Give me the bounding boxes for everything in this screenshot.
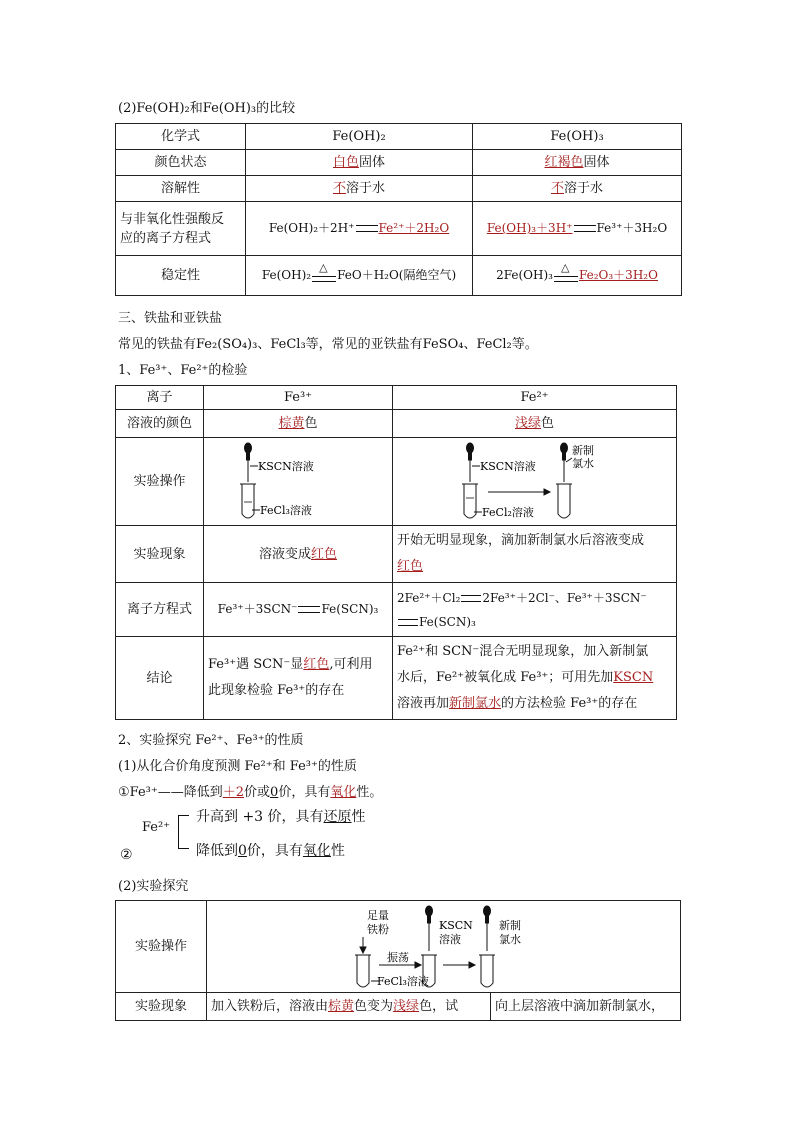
dropper-icon — [560, 443, 567, 482]
cell-fe3-color: 棕黄色 — [204, 410, 393, 438]
item-fe2-down: 降低到0价，具有氧化性 — [196, 843, 345, 859]
cell-feoh2-color: 白色固体 — [246, 150, 473, 176]
subheading-experiment: 2、实验探究 Fe²⁺、Fe³⁺的性质 — [118, 733, 304, 748]
cell-fe2-phenomenon: 开始无明显现象，滴加新制氯水后溶液变成 红色 — [393, 526, 677, 583]
fig-kscn-label-1: KSCN — [439, 918, 473, 932]
double-bond-equals — [461, 595, 481, 602]
experiment-diagram — [355, 903, 555, 991]
fig1-solution-label: FeCl₃溶液 — [260, 503, 312, 517]
cell-feoh2-solubility: 不溶于水 — [246, 176, 473, 202]
header-feoh3: Fe(OH)₃ — [473, 124, 682, 150]
experiment-table — [115, 900, 681, 1021]
row-label-stability: 稳定性 — [116, 256, 246, 296]
ion-test-table — [115, 385, 677, 720]
row-label-operation-2: 实验操作 — [116, 901, 207, 993]
cell-fe2-conclusion: Fe²⁺和 SCN⁻混合无明显现象，加入新制氯 水后，Fe²⁺被氧化成 Fe³⁺；可用先加KSCN 溶液再加新制氯水的方法检验 Fe³⁺的存在 — [393, 637, 677, 720]
header-fe3: Fe³⁺ — [204, 386, 393, 410]
double-bond-equals — [398, 619, 418, 626]
row-label-color: 颜色状态 — [116, 150, 246, 176]
item-fe2-ion: Fe²⁺ — [142, 820, 171, 835]
fig-solution-label: FeCl₃溶液 — [377, 974, 429, 988]
dropper-icon — [466, 443, 473, 482]
cell-fe3-equation: Fe³⁺＋3SCN⁻ Fe(SCN)₃ — [204, 583, 393, 637]
test-tube-icon — [462, 484, 478, 518]
item-fe2-num: ② — [120, 847, 133, 863]
down-arrow-icon — [360, 937, 366, 953]
arrow-icon — [488, 489, 550, 495]
fe2-test-diagram — [460, 440, 610, 524]
cell-fe2-operation — [393, 438, 677, 526]
subheading-experiment-explore: (2)实验探究 — [118, 879, 189, 894]
cell-feoh3-acid-eq: Fe(OH)₃＋3H⁺ Fe³⁺＋3H₂O — [473, 202, 682, 256]
dropper-icon — [484, 906, 491, 951]
item-fe2-up: 升高到 +3 价，具有还原性 — [196, 809, 366, 825]
heat-triangle-icon: △ — [554, 269, 578, 283]
test-tube-icon — [556, 484, 572, 518]
row-label-solubility: 溶解性 — [116, 176, 246, 202]
cell-feoh3-solubility: 不溶于水 — [473, 176, 682, 202]
header-fe2: Fe²⁺ — [393, 386, 677, 410]
row-label-conclusion: 结论 — [116, 637, 204, 720]
item-fe3-prediction: ①Fe³⁺——降低到＋2价或0价，具有氧化性。 — [118, 785, 383, 800]
cell-feoh3-color: 红褐色固体 — [473, 150, 682, 176]
fig-new-label-2: 氯水 — [499, 932, 521, 946]
fig-shake-label: 振荡 — [387, 950, 409, 964]
header-formula: 化学式 — [116, 124, 246, 150]
fig-kscn-label-2: 溶液 — [439, 932, 461, 946]
subheading-valence-prediction: (1)从化合价角度预测 Fe²⁺和 Fe³⁺的性质 — [118, 759, 357, 774]
fig2-solution-label: FeCl₂溶液 — [481, 505, 534, 519]
heat-triangle-icon: △ — [312, 269, 336, 283]
double-bond-equals — [574, 225, 596, 232]
paragraph-iron-salts: 常见的铁盐有Fe₂(SO₄)₃、FeCl₃等，常见的亚铁盐有FeSO₄、FeCl₂等。 — [118, 337, 538, 352]
cell-fe3-phenomenon: 溶液变成红色 — [204, 526, 393, 583]
arrow-icon — [443, 962, 475, 968]
header-feoh2: Fe(OH)₂ — [246, 124, 473, 150]
cell-feoh2-stability: Fe(OH)₂ △ FeO＋H₂O(隔绝空气) — [246, 256, 473, 296]
fig2-reagent-label: KSCN溶液 — [479, 459, 536, 473]
fig1-reagent-label: KSCN溶液 — [258, 459, 314, 473]
row-label-solution-color: 溶液的颜色 — [116, 410, 204, 438]
fig-iron-label-2: 铁粉 — [367, 922, 389, 936]
cell-fe3-operation — [204, 438, 393, 526]
section-heading-comparison: (2)Fe(OH)₂和Fe(OH)₃的比较 — [118, 101, 296, 116]
cell-phenomenon-chlorine: 向上层溶液中滴加新制氯水， — [491, 993, 681, 1021]
comparison-table — [115, 123, 682, 296]
row-label-operation: 实验操作 — [116, 438, 204, 526]
double-bond-equals — [356, 225, 378, 232]
double-bond-equals — [298, 606, 320, 613]
test-tube-icon — [240, 484, 256, 518]
row-label-phenomenon: 实验现象 — [116, 526, 204, 583]
cell-feoh3-stability: 2Fe(OH)₃ △ Fe₂O₃＋3H₂O — [473, 256, 682, 296]
section-heading-iron-salts: 三、铁盐和亚铁盐 — [118, 311, 223, 326]
test-tube-icon — [421, 955, 437, 987]
cell-fe2-equation: 2Fe²⁺＋Cl₂ 2Fe³⁺＋2Cl⁻、Fe³⁺＋3SCN⁻ Fe(SCN)₃ — [393, 583, 677, 637]
row-label-phenomenon-2: 实验现象 — [116, 993, 207, 1021]
row-label-equation: 离子方程式 — [116, 583, 204, 637]
cell-phenomenon-iron: 加入铁粉后，溶液由棕黄色变为浅绿色，试 — [207, 993, 491, 1021]
fe3-test-diagram — [238, 440, 358, 524]
cell-fe2-color: 浅绿色 — [393, 410, 677, 438]
row-label-acid: 与非氧化性强酸反 应的离子方程式 — [116, 202, 246, 256]
dropper-icon — [426, 906, 433, 951]
test-tube-icon — [355, 955, 371, 987]
test-tube-icon — [479, 955, 495, 987]
dropper-icon — [245, 443, 252, 482]
subheading-ion-test: 1、Fe³⁺、Fe²⁺的检验 — [118, 363, 248, 378]
cell-experiment-operation — [207, 901, 681, 993]
cell-fe3-conclusion: Fe³⁺遇 SCN⁻显红色,可利用 此现象检验 Fe³⁺的存在 — [204, 637, 393, 720]
bracket-icon — [178, 815, 189, 849]
fig-new-label-1: 新制 — [499, 918, 521, 932]
fig2-new-label-2: 氯水 — [571, 456, 594, 470]
fig-iron-label-1: 足量 — [367, 908, 389, 922]
header-ion: 离子 — [116, 386, 204, 410]
cell-feoh2-acid-eq: Fe(OH)₂＋2H⁺ Fe²⁺＋2H₂O — [246, 202, 473, 256]
fig2-new-label-1: 新制 — [571, 443, 594, 457]
